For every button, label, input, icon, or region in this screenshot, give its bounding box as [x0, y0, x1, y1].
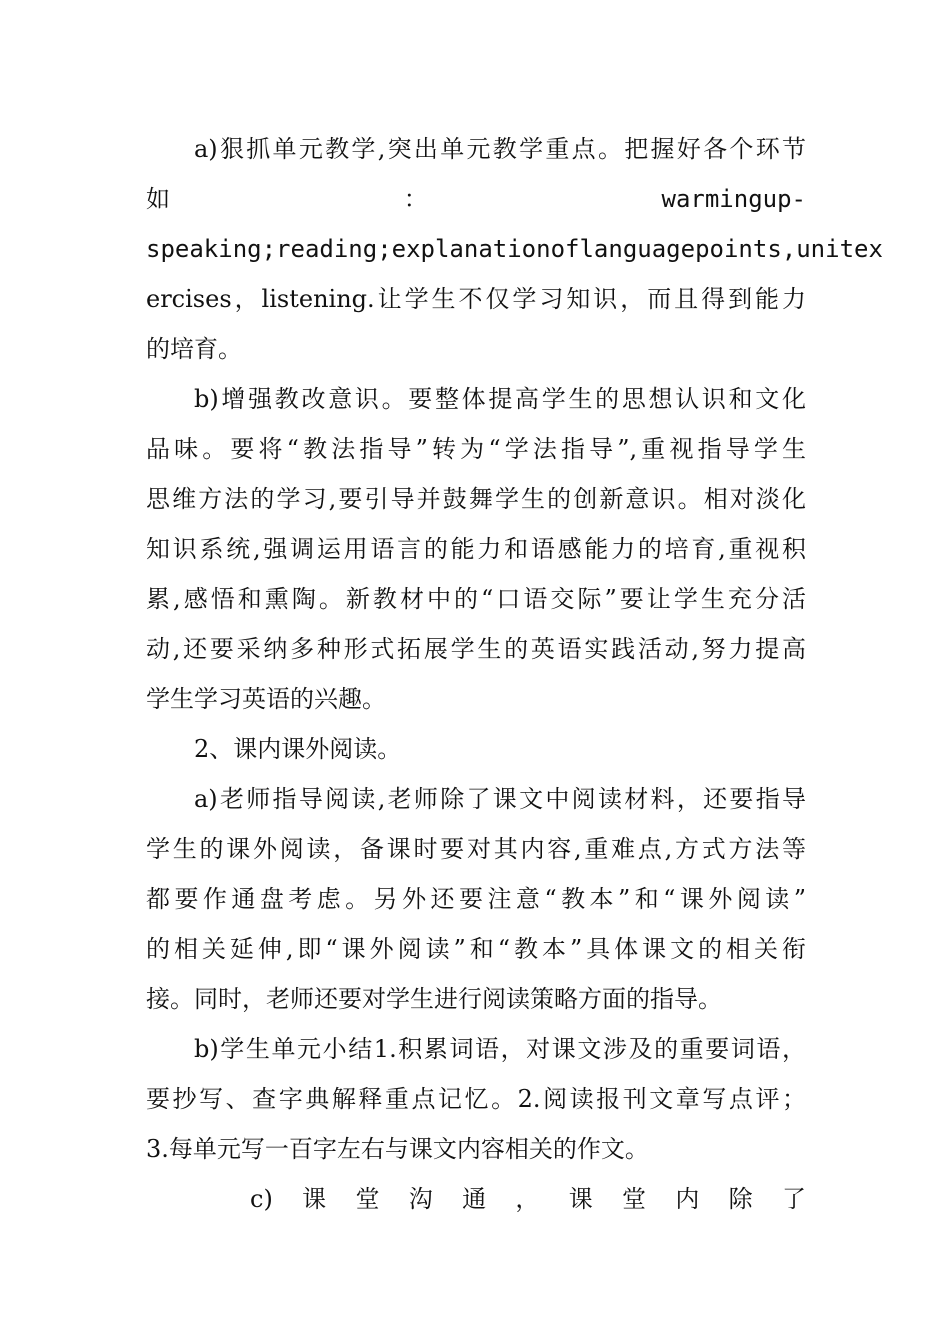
- section-heading: 2、课内课外阅读。: [194, 735, 402, 763]
- text-line: 学生的课外阅读，备课时要对其内容,重难点,方式方法等: [146, 835, 806, 863]
- text-line: 思维方法的学习,要引导并鼓舞学生的创新意识。相对淡化: [146, 485, 806, 513]
- text-line: 接。同时，老师还要对学生进行阅读策略方面的指导。: [146, 985, 722, 1013]
- text-line: b)学生单元小结1.积累词语，对课文涉及的重要词语，: [194, 1035, 806, 1063]
- text-line: 的培育。: [146, 335, 242, 363]
- text-fragment: ：: [403, 185, 428, 213]
- text-line: b)增强教改意识。要整体提高学生的思想认识和文化: [194, 385, 806, 413]
- text-fragment: warmingup-: [661, 185, 806, 213]
- text-line-split: [146, 174, 806, 224]
- text-fragment: 如: [146, 185, 170, 213]
- text-line: speaking;reading;explanationoflanguagepoints,unitex: [146, 235, 883, 263]
- text-line: 学生学习英语的兴趣。: [146, 685, 386, 713]
- text-line: 知识系统,强调运用语言的能力和语感能力的培育,重视积: [146, 535, 806, 563]
- text-line: 都要作通盘考虑。另外还要注意“教本”和“课外阅读”: [146, 885, 806, 913]
- text-line: a)狠抓单元教学,突出单元教学重点。把握好各个环节: [194, 135, 806, 163]
- text-line: 要抄写、查字典解释重点记忆。2.阅读报刊文章写点评；: [146, 1085, 806, 1113]
- text-line: ercises，listening.让学生不仅学习知识，而且得到能力: [146, 285, 806, 313]
- text-line: 品味。要将“教法指导”转为“学法指导”,重视指导学生: [146, 435, 806, 463]
- text-line: 3.每单元写一百字左右与课文内容相关的作文。: [146, 1135, 649, 1163]
- text-line: 的相关延伸,即“课外阅读”和“教本”具体课文的相关衔: [146, 935, 806, 963]
- text-line: a)老师指导阅读,老师除了课文中阅读材料，还要指导: [194, 785, 806, 813]
- text-line: c)课堂沟通，课堂内除了: [250, 1185, 806, 1213]
- text-line: 累,感悟和熏陶。新教材中的“口语交际”要让学生充分活: [146, 585, 806, 613]
- text-line: 动,还要采纳多种形式拓展学生的英语实践活动,努力提高: [146, 635, 806, 663]
